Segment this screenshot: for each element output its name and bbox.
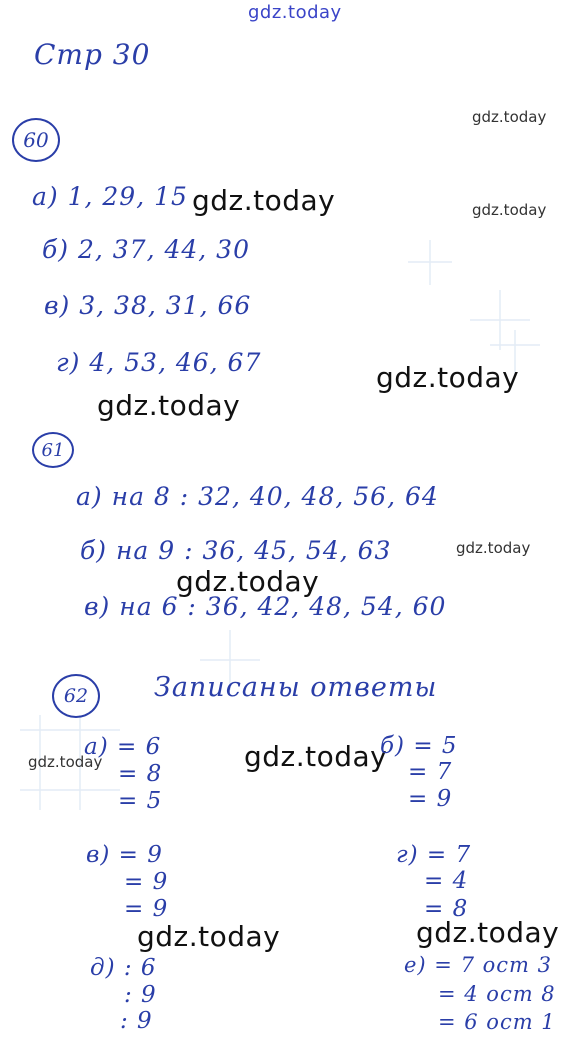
answer-line: : 9	[120, 1008, 153, 1034]
answer-line: е) = 7 ост 3	[404, 953, 552, 977]
page-heading: Стр 30	[34, 38, 151, 71]
answer-line: = 4	[424, 868, 469, 894]
watermark: gdz.today	[137, 920, 281, 953]
answer-line: = 8	[118, 761, 163, 787]
answer-line: = 6 ост 1	[438, 1010, 556, 1034]
answer-line: = 4 ост 8	[438, 982, 556, 1006]
watermark: gdz.today	[472, 108, 547, 126]
answer-line: б) на 9 : 36, 45, 54, 63	[80, 536, 392, 565]
answer-line: в) на 6 : 36, 42, 48, 54, 60	[84, 592, 447, 621]
watermark: gdz.today	[456, 539, 531, 557]
answer-line: д) : 6	[90, 955, 157, 981]
task-number-circle	[32, 432, 74, 468]
answer-line: г) 4, 53, 46, 67	[56, 348, 262, 377]
answer-line: а) = 6	[84, 734, 162, 760]
answer-line: б) 2, 37, 44, 30	[42, 235, 250, 264]
watermark: gdz.today	[176, 565, 320, 598]
task-number: 60	[23, 128, 49, 152]
answer-line: а) 1, 29, 15	[32, 182, 188, 211]
answer-line: = 9	[124, 869, 169, 895]
answer-line: г) = 7	[396, 842, 472, 868]
task-number-circle	[52, 674, 100, 718]
answer-line: : 9	[124, 982, 157, 1008]
watermark: gdz.today	[376, 361, 520, 394]
watermark-top: gdz.today	[248, 2, 342, 23]
watermark: gdz.today	[28, 753, 103, 771]
task-number: 61	[41, 439, 65, 461]
answer-line: = 5	[118, 788, 163, 814]
watermark: gdz.today	[192, 184, 336, 217]
answer-line: = 9	[408, 786, 453, 812]
watermark: gdz.today	[244, 740, 388, 773]
task-title: Записаны ответы	[154, 672, 438, 703]
watermark: gdz.today	[472, 201, 547, 219]
answer-line: в) 3, 38, 31, 66	[44, 291, 252, 320]
watermark: gdz.today	[97, 389, 241, 422]
answer-line: = 8	[424, 896, 469, 922]
answer-line: б) = 5	[380, 733, 458, 759]
answer-line: в) = 9	[86, 842, 163, 868]
task-number: 62	[63, 685, 89, 707]
answer-line: а) на 8 : 32, 40, 48, 56, 64	[76, 482, 439, 511]
task-number-circle	[12, 118, 60, 162]
answer-line: = 7	[408, 759, 453, 785]
answer-line: = 9	[124, 896, 169, 922]
watermark: gdz.today	[416, 916, 560, 949]
